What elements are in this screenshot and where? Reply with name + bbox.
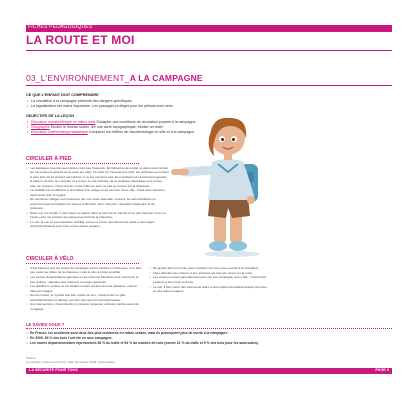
objectif-item: • Éducation morale/éthique en milieu rural S'adapter aux conditions de circulation propres à la campagne. [26,120,392,125]
velo-item: • Les gravillons, la boue et les feuilles mortes rendent la route glissante, surtout dans les virages. [26,284,144,293]
pied-item: • Le soir, la nuit ou par mauvaise visibilité, penser à porter des vêtements clairs et des objets rétroréfléchissants pour être vu des autres usagers. [26,220,169,229]
velo-item: • Sur les routes, le cycliste doit être visible de loin : il doit porter un gilet rétroréfléchissant et allumer ses feux dès que la luminosité baisse. [26,293,144,302]
section-name: A LA CAMPAGNE [129,73,203,83]
velo-item: • Faire attention aux chiens et aux animaux qui peuvent surgir sur la route. [149,271,267,275]
pied-item: • De nombreux villages sont traversés par une route nationale, souvent, les automobilistes ne respectent pas la limitation de vitesse à 50 km/h. Pour traverser, redoubler d'attention et de prudence. [26,197,169,210]
objectif-link[interactable]: Éducation mathématique/statistique [31,129,88,134]
velo-list-left [26,266,144,312]
velo-item: • C'est fréquent que les routes de campagne soient étroites et sinueuses. Il ne faut pas rouler au milieu de la chaussée, mais le plus à droite possible. [26,266,144,275]
pied-item: • Dans une rue étroite, il vaut mieux se placer dans le sens de la marche et ne pas traverser l'une ou l'autre entre les voitures qui passent au bord de la chaussée. [26,211,169,220]
pied-list [26,166,169,229]
section-number: 03_L'ENVIRONNEMENT_ [26,73,130,83]
pied-heading: CIRCULER À PIED [26,156,72,162]
velo-item: • Le soir, il faut porter des vêtements clairs et des objets rétroréfléchissants pour être vu des autres usagers. [149,285,267,294]
top-band [26,25,392,32]
objectif-item: • Éducation mathématique/statistique Comparer les chiffres de l'accidentologie en ville et à la campagne. [26,130,392,135]
source-note [26,356,115,364]
velo-item: • Les voitures roulent généralement plus vite à la campagne qu'en ville : il faut rester prudent et bien tenir sa droite. [149,275,267,284]
comprendre-heading: CE QUE L'ENFANT DOIT COMPRENDRE [26,93,99,97]
velo-list-right [149,266,267,294]
page-title: LA ROUTE ET MOI [26,33,135,47]
band-label: FICHES PÉDAGOGIQUES [28,24,93,30]
footer-label: LA SÉCURITÉ POUR TOUS [29,368,78,373]
saviez-vous-divider [26,328,392,329]
page-number: PAGE 9 [375,368,389,373]
section-heading [26,73,203,83]
objectif-link[interactable]: Éducation morale/éthique en milieu rural [31,119,96,124]
velo-heading: CIRCULER À VÉLO [26,256,74,262]
title-divider [26,50,392,51]
saviez-vous-item: • En France, les accidents sont deux fois plus nombreux en milieu urbain, mais ils provoquent plus de morts à la campagne. [26,331,392,336]
comprendre-item: • La signalisation est moins importante. Les passages protégés pour les piétons sont rares. [26,104,392,109]
source-text: La sécurité routière en France, bilan de l'année 2009, Observatoire [26,360,115,364]
pied-item: • La visibilité est insuffisante à la tombée d'un virage ou au sommet d'une côte. Il faut donc traverser après avoir jeté un regard. [26,188,169,197]
saviez-vous-heading: LE SAVIEZ-VOUS ? [26,322,65,327]
source-label: Source : [26,356,38,360]
saviez-vous-item: • Les routes départementales représentent 36 % du trafic et 54 % du nombre de tués (contre 21 % du trafic et 6 % des tués pour les autoroutes). [26,341,392,346]
child-hiker-illustration [170,112,280,257]
objectif-item: • Géographie Étudier le réseau routier, lire une carte topographique, étudier un relief. [26,125,392,130]
velo-item: • Aux intersections, il faut ralentir et s'assurer qu'aucun véhicule n'arrive avant de s'engager. [26,302,144,311]
saviez-vous-item: • En 2009, 69 % des tués l'ont été en rase campagne. [26,336,392,341]
pied-divider [26,163,139,164]
footer-band [26,368,392,374]
pied-item: • Les passages réservés aux piétons sont peu fréquents. En l'absence de trottoir, le piéton doit circuler sur l'accotement gauche de la route (en effet, s'il reste sur l'accotement droit, les véhicules qui roulent le plus près de lui arrivent par l'arrière. Il ne les voit donc pas. En marchant sur l'accotement gauche, le piéton voit bien au contraire et à temps, le cas échéant, de se déplacer davantage vers le bas-côté. En groupes, il faut circuler en file indienne pour ne pas se trouver sur la chaussée. [26,166,169,188]
velo-item: • Les sorties d'exploitations agricoles ou les chemins forestiers sont nombreux et peu visibles : attention aux tracteurs et engins agricoles. [26,275,144,284]
comprendre-item: • La circulation à la campagne présente des dangers spécifiques. [26,99,392,104]
section-divider [26,85,392,86]
objectif-link[interactable]: Géographie [31,124,50,129]
saviez-vous-block [26,322,392,345]
velo-item: • Ne jamais faire la course entre cyclistes sur une route ouverte à la circulation. [149,266,267,270]
comprendre-block [26,93,392,109]
objectifs-heading: OBJECTIFS DE LA LEÇON [26,114,74,118]
velo-divider [26,263,139,264]
